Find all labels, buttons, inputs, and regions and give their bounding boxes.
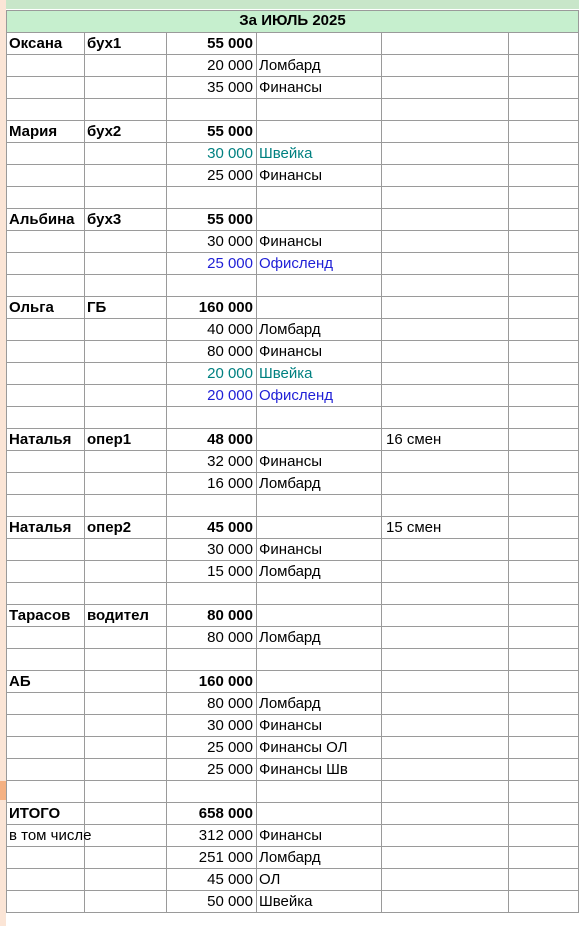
amount-cell[interactable]: 80 000 [207,343,253,360]
amount-cell[interactable]: 80 000 [207,695,253,712]
amount-cell[interactable]: 160 000 [198,299,253,316]
note-cell[interactable]: 16 смен [386,431,442,448]
row-gridline [6,670,579,671]
amount-cell[interactable]: 312 000 [198,827,253,844]
row-gridline [6,802,579,803]
source-cell[interactable]: Офисленд [259,387,334,404]
row-gridline [6,10,579,11]
employee-name-cell[interactable]: Мария [9,123,58,140]
amount-cell[interactable]: 20 000 [207,57,253,74]
amount-cell[interactable]: 50 000 [207,893,253,910]
role-cell[interactable]: бух3 [87,211,122,228]
employee-name-cell[interactable]: АБ [9,673,31,690]
amount-cell[interactable]: 160 000 [198,673,253,690]
source-cell[interactable]: Ломбард [259,563,321,580]
amount-cell[interactable]: 30 000 [207,233,253,250]
amount-cell[interactable]: 20 000 [207,387,253,404]
amount-cell[interactable]: 55 000 [207,35,253,52]
amount-cell[interactable]: 40 000 [207,321,253,338]
amount-cell[interactable]: 45 000 [207,871,253,888]
employee-name-cell[interactable]: Оксана [9,35,63,52]
employee-name-cell[interactable]: ИТОГО [9,805,61,822]
role-cell[interactable]: опер2 [87,519,132,536]
column-gridline [381,32,382,913]
column-gridline [256,32,257,913]
amount-cell[interactable]: 30 000 [207,541,253,558]
amount-cell[interactable]: 25 000 [207,167,253,184]
role-cell[interactable]: бух1 [87,35,122,52]
amount-cell[interactable]: 25 000 [207,739,253,756]
amount-cell[interactable]: 25 000 [207,761,253,778]
amount-cell[interactable]: 30 000 [207,145,253,162]
employee-name-cell[interactable]: Альбина [9,211,75,228]
role-cell[interactable]: опер1 [87,431,132,448]
source-cell[interactable]: ОЛ [259,871,281,888]
amount-cell[interactable]: 20 000 [207,365,253,382]
amount-cell[interactable]: 15 000 [207,563,253,580]
column-gridline [84,32,85,913]
source-cell[interactable]: Финансы [259,167,322,184]
column-header-selection [6,0,579,9]
employee-name-cell[interactable]: Тарасов [9,607,71,624]
role-cell[interactable]: бух2 [87,123,122,140]
amount-cell[interactable]: 16 000 [207,475,253,492]
source-cell[interactable]: Ломбард [259,629,321,646]
amount-cell[interactable]: 35 000 [207,79,253,96]
source-cell[interactable]: Финансы [259,343,322,360]
employee-name-cell[interactable]: Наталья [9,431,72,448]
source-cell[interactable]: Швейка [259,365,313,382]
amount-cell[interactable]: 658 000 [198,805,253,822]
column-gridline [508,32,509,913]
source-cell[interactable]: Финансы [259,233,322,250]
source-cell[interactable]: Ломбард [259,321,321,338]
note-cell[interactable]: 15 смен [386,519,442,536]
source-cell[interactable]: Ломбард [259,57,321,74]
amount-cell[interactable]: 55 000 [207,123,253,140]
employee-name-cell[interactable]: в том числе [9,827,92,844]
amount-cell[interactable]: 251 000 [198,849,253,866]
source-cell[interactable]: Ломбард [259,475,321,492]
employee-name-cell[interactable]: Ольга [9,299,54,316]
source-cell[interactable]: Финансы [259,717,322,734]
source-cell[interactable]: Финансы Шв [259,761,348,778]
role-cell[interactable]: ГБ [87,299,107,316]
amount-cell[interactable]: 48 000 [207,431,253,448]
employee-name-cell[interactable]: Наталья [9,519,72,536]
role-cell[interactable]: водител [87,607,149,624]
amount-cell[interactable]: 80 000 [207,607,253,624]
source-cell[interactable]: Ломбард [259,849,321,866]
source-cell[interactable]: Финансы [259,541,322,558]
amount-cell[interactable]: 45 000 [207,519,253,536]
source-cell[interactable]: Финансы ОЛ [259,739,348,756]
source-cell[interactable]: Швейка [259,893,313,910]
source-cell[interactable]: Финансы [259,453,322,470]
source-cell[interactable]: Офисленд [259,255,334,272]
amount-cell[interactable]: 30 000 [207,717,253,734]
source-cell[interactable]: Швейка [259,145,313,162]
title-border [6,10,7,33]
amount-cell[interactable]: 25 000 [207,255,253,272]
source-cell[interactable]: Финансы [259,79,322,96]
source-cell[interactable]: Ломбард [259,695,321,712]
amount-cell[interactable]: 80 000 [207,629,253,646]
amount-cell[interactable]: 55 000 [207,211,253,228]
sheet-title[interactable]: За ИЮЛЬ 2025 [239,12,346,29]
amount-cell[interactable]: 32 000 [207,453,253,470]
column-gridline [6,32,7,913]
source-cell[interactable]: Финансы [259,827,322,844]
